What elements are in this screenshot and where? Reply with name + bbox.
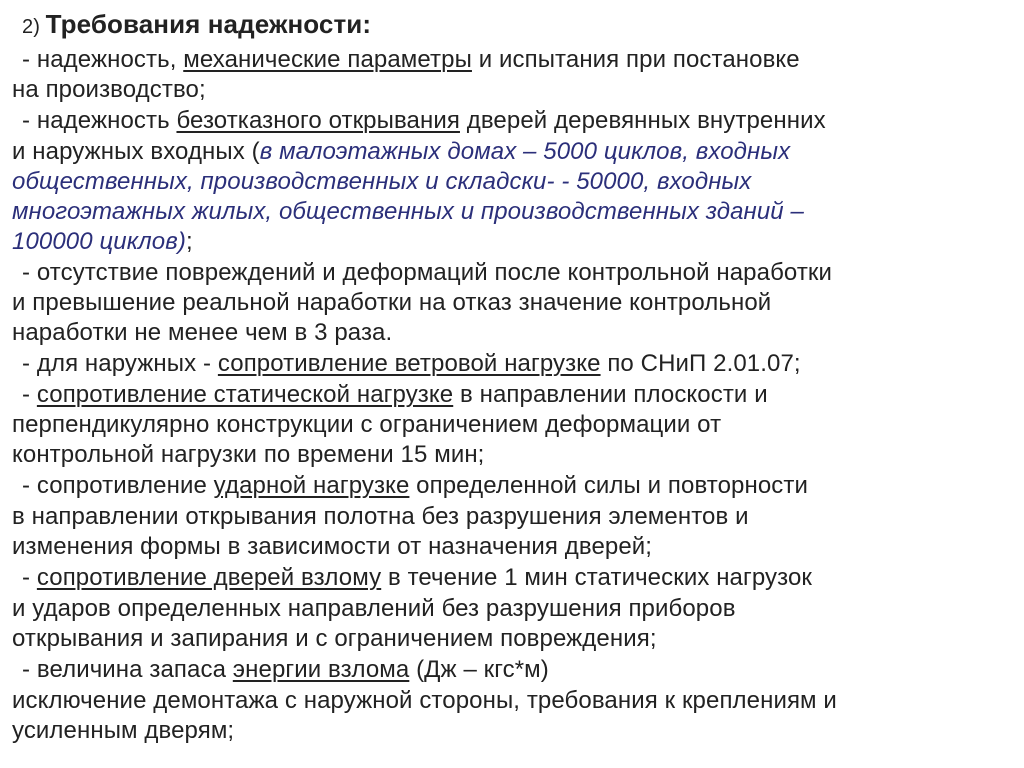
text-run: - для наружных - [22, 350, 218, 377]
body-line [12, 716, 234, 746]
underlined-term: механические параметры [183, 46, 472, 73]
text-run: - [22, 564, 37, 591]
body-line [22, 471, 808, 501]
body-line [12, 686, 837, 716]
text-run: изменения формы в зависимости от назначения дверей; [12, 533, 653, 560]
text-run: в направлении плоскости и [453, 381, 768, 408]
heading-number: 2) [22, 16, 46, 38]
body-line [12, 197, 804, 227]
text-run: определенной силы и повторности [409, 472, 809, 499]
body-line [12, 594, 736, 624]
text-run: контрольной нагрузки по времени 15 мин; [12, 441, 485, 468]
body-line [12, 502, 749, 532]
text-run: - надежность [22, 107, 177, 134]
text-run: и ударов определенных направлений без разрушения приборов [12, 595, 736, 622]
highlighted-text: 100000 циклов) [12, 228, 186, 255]
highlighted-text: многоэтажных жилых, общественных и производственных зданий – [12, 198, 804, 225]
text-run: (Дж – кгс*м) [409, 656, 549, 683]
heading-title: Требования надежности: [45, 9, 372, 39]
underlined-term: энергии взлома [232, 656, 410, 683]
body-line [22, 655, 549, 685]
body-line [22, 563, 812, 593]
text-run: и испытания при постановке [471, 46, 800, 73]
text-run: - [22, 381, 37, 408]
body-line [12, 75, 206, 105]
underlined-term: ударной нагрузке [213, 472, 410, 499]
text-run: дверей деревянных внутренних [459, 107, 826, 134]
body-line [12, 227, 193, 257]
text-run: в течение 1 мин статических нагрузок [381, 564, 813, 591]
text-run: на производство; [12, 76, 206, 103]
body-line [12, 318, 392, 348]
text-run: в направлении открывания полотна без разрушения элементов и [12, 503, 749, 530]
body-line [12, 410, 721, 440]
body-line [22, 380, 768, 410]
body-line [12, 624, 657, 654]
underlined-term: безотказного открывания [176, 107, 460, 134]
text-run: открывания и запирания и с ограничением повреждения; [12, 625, 657, 652]
text-run: ; [185, 228, 193, 255]
text-run: усиленным дверям; [12, 717, 235, 744]
text-run: исключение демонтажа с наружной стороны, требования к креплениям и [12, 687, 837, 714]
body-line [12, 532, 652, 562]
body-line [12, 440, 484, 470]
body-line [12, 288, 771, 318]
body-line [22, 258, 832, 288]
underlined-term: сопротивление дверей взлому [36, 564, 382, 591]
body-line [22, 349, 801, 379]
body-line [12, 137, 790, 167]
text-run: - надежность, [22, 46, 184, 73]
text-run: - отсутствие повреждений и деформаций после контрольной наработки [22, 259, 833, 286]
text-run: перпендикулярно конструкции с ограничением деформации от [12, 411, 722, 438]
highlighted-text: общественных, производственных и складски- - 50000, входных [12, 168, 752, 195]
heading-line [22, 8, 371, 43]
body-line [22, 106, 826, 136]
underlined-term: сопротивление ветровой нагрузке [217, 350, 601, 377]
body-line [12, 167, 751, 197]
text-run: - величина запаса [22, 656, 233, 683]
highlighted-text: в малоэтажных домах – 5000 циклов, входных [259, 138, 791, 165]
text-run: по СНиП 2.01.07; [600, 350, 801, 377]
text-run: и наружных входных ( [12, 138, 260, 165]
text-run: и превышение реальной наработки на отказ значение контрольной [12, 289, 772, 316]
body-line [22, 45, 800, 75]
text-run: наработки не менее чем в 3 раза. [12, 319, 393, 346]
underlined-term: сопротивление статической нагрузке [36, 381, 454, 408]
text-run: - сопротивление [22, 472, 214, 499]
